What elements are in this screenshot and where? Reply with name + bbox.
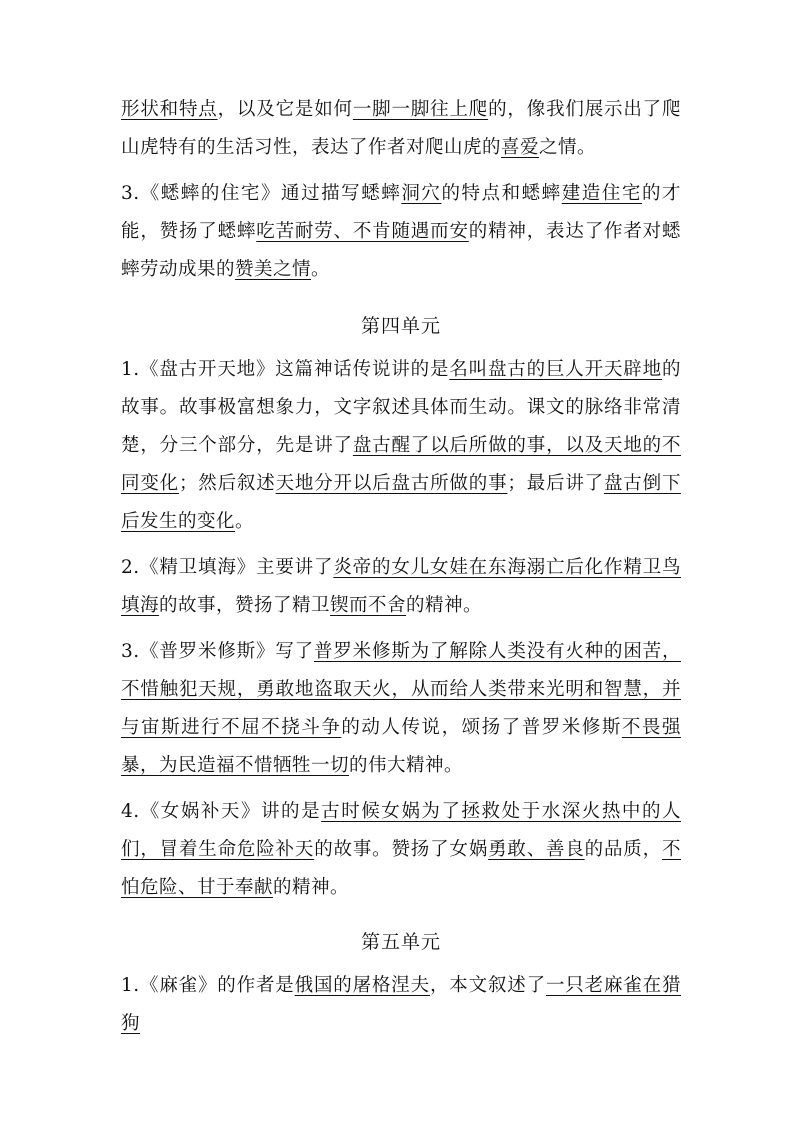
paragraph-text: 的，像我们展示出了爬山虎特有的生活习性，表达了作者对爬山虎的 bbox=[121, 99, 681, 158]
underlined-key-phrase: 洞穴 bbox=[401, 183, 442, 204]
paragraph-text: 的特点和蟋蟀 bbox=[441, 183, 562, 204]
section-heading-unit-4: 第四单元 bbox=[360, 315, 441, 337]
paragraph-text: 3.《普罗米修斯》写了 bbox=[121, 641, 314, 662]
underlined-key-phrase: 形状和特点 bbox=[121, 99, 218, 120]
underlined-key-phrase: 不畏强暴，为民造福不惜牺牲一切 bbox=[121, 717, 681, 776]
underlined-key-phrase: 吃苦耐劳、不肯随遇而安 bbox=[256, 221, 469, 242]
underlined-key-phrase: 建造住宅 bbox=[561, 183, 642, 204]
paragraph-text: 的故事，赞扬了精卫 bbox=[159, 595, 331, 616]
paragraph-text: 之情。 bbox=[539, 137, 597, 158]
underlined-key-phrase: 锲而不舍 bbox=[330, 595, 407, 616]
paragraph-text: 的才能，赞扬了蟋蟀 bbox=[121, 183, 681, 242]
paragraph-text: ；然后叙述 bbox=[178, 473, 276, 494]
paragraph-text: 的精神，表达了作者对蟋蟀劳动成果的 bbox=[121, 221, 681, 280]
paragraph-text: 4.《女娲补天》讲的是 bbox=[121, 801, 322, 822]
paragraph-text: 的精神。 bbox=[406, 595, 483, 616]
underlined-key-phrase: 不怕危险、甘于奉献 bbox=[121, 839, 681, 898]
paragraph-nuwa-summary bbox=[121, 793, 681, 907]
paragraph-cricket-house-summary bbox=[121, 175, 681, 289]
underlined-key-phrase: 盘古醒了以后所做的事，以及天地的不同变化 bbox=[121, 435, 681, 494]
underlined-key-phrase: 俄国的屠格涅夫 bbox=[294, 975, 430, 996]
paragraph-text: 1.《盘古开天地》这篇神话传说讲的是 bbox=[121, 359, 450, 380]
paragraph-pangu-summary bbox=[121, 351, 681, 541]
paragraph-text: 的动人传说，颂扬了普罗米修斯 bbox=[341, 717, 622, 738]
paragraph-text: 的伟大精神。 bbox=[349, 755, 464, 776]
paragraph-text: 的故事。故事极富想象力，文字叙述具体而生动。课文的脉络非常清楚，分三个部分，先是讲了 bbox=[121, 359, 681, 456]
underlined-key-phrase: 勇敢、善良 bbox=[488, 839, 585, 860]
paragraph-text: 2.《精卫填海》主要讲了 bbox=[121, 557, 334, 578]
paragraph-text: 。 bbox=[235, 511, 255, 532]
paragraph-text: 的故事。赞扬了女娲 bbox=[314, 839, 489, 860]
paragraph-sparrow-summary bbox=[121, 967, 681, 1043]
paragraph-text: ，本文叙述了 bbox=[429, 975, 546, 996]
underlined-key-phrase: 喜爱 bbox=[501, 137, 540, 158]
underlined-key-phrase: 一脚一脚往上爬 bbox=[352, 99, 489, 120]
underlined-key-phrase: 名叫盘古的巨人开天辟地 bbox=[449, 359, 662, 380]
underlined-key-phrase: 一只老麻雀在猎狗 bbox=[121, 975, 681, 1034]
paragraph-text: 的品质， bbox=[584, 839, 662, 860]
underlined-key-phrase: 天地分开以后盘古所做的事 bbox=[275, 473, 508, 494]
paragraph-text: ；最后讲了 bbox=[507, 473, 604, 494]
paragraph-text: ，以及它是如何 bbox=[217, 99, 353, 120]
paragraph-prometheus-summary bbox=[121, 633, 681, 785]
underlined-key-phrase: 普罗米修斯为了解除人类没有火种的困苦，不惜触犯天规，勇敢地盗取天火，从而给人类带来光明和智慧，并与宙斯进行不屈不挠斗争 bbox=[121, 641, 681, 738]
paragraph-text: 的精神。 bbox=[273, 877, 350, 898]
underlined-key-phrase: 盘古倒下后发生的变化 bbox=[121, 473, 681, 532]
paragraph-text: 3.《蟋蟀的住宅》通过描写蟋蟀 bbox=[121, 183, 402, 204]
paragraph-text: 1.《麻雀》的作者是 bbox=[121, 975, 295, 996]
section-heading-unit-5: 第五单元 bbox=[360, 931, 441, 953]
paragraph-jingwei-summary bbox=[121, 549, 681, 625]
paragraph-climbing-plant-summary bbox=[121, 91, 681, 167]
underlined-key-phrase: 赞美之情 bbox=[235, 259, 312, 280]
underlined-key-phrase: 古时候女娲为了拯救处于水深火热中的人们，冒着生命危险补天 bbox=[121, 801, 681, 860]
underlined-key-phrase: 炎帝的女儿女娃在东海溺亡后化作精卫鸟填海 bbox=[121, 557, 681, 616]
paragraph-text: 。 bbox=[311, 259, 331, 280]
